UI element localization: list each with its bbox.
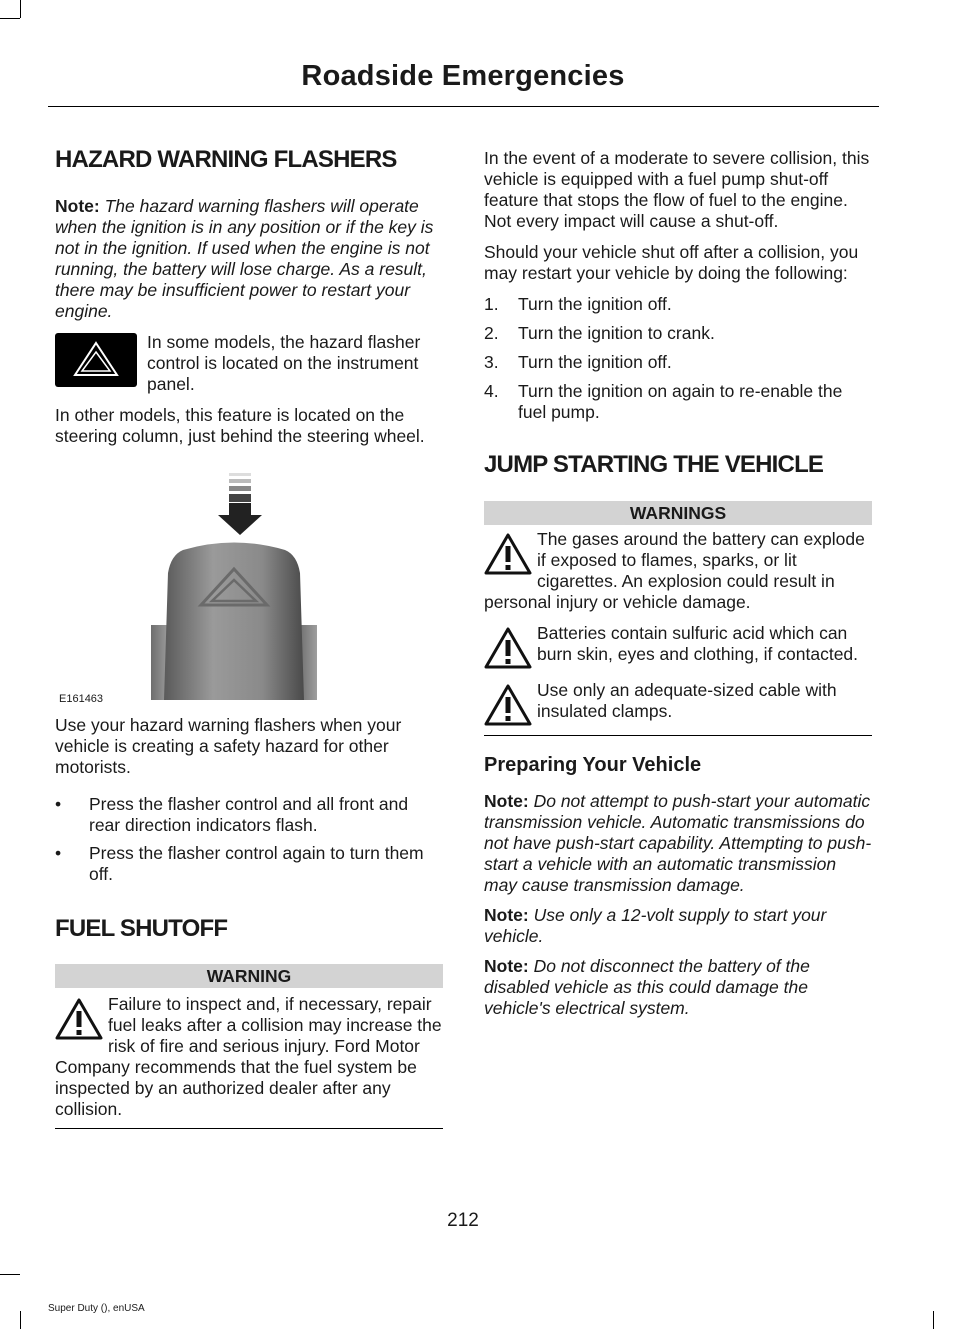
step-text: Turn the ignition to crank. xyxy=(518,323,715,343)
jump-start-heading: JUMP STARTING THE VEHICLE xyxy=(484,451,824,478)
flasher-bullets xyxy=(55,794,443,885)
crop-mark xyxy=(933,1311,934,1329)
warning-triangle-icon xyxy=(484,626,532,670)
crop-mark xyxy=(20,0,21,18)
use-flashers-text: Use your hazard warning flashers when your vehicle is creating a safety hazard for other motorists. xyxy=(55,714,402,777)
left-column xyxy=(55,140,443,1129)
battery-warning-2 xyxy=(484,623,872,670)
note-text: Use only a 12-volt supply to start your vehicle. xyxy=(484,904,827,946)
restart-text: Should your vehicle shut off after a collision, you may restart your vehicle by doing the following: xyxy=(484,242,859,283)
bullet-marker: • xyxy=(55,793,62,814)
hazard-icon-block xyxy=(55,332,443,395)
other-models-text: In other models, this feature is located on the steering column, just behind the steering wheel. xyxy=(55,404,425,446)
list-item xyxy=(484,352,872,373)
step-number: 3. xyxy=(484,352,499,372)
crop-mark xyxy=(20,1311,21,1329)
warning-triangle-icon xyxy=(55,997,103,1041)
hazard-triangle-icon xyxy=(55,333,137,387)
hazard-heading: HAZARD WARNING FLASHERS xyxy=(55,146,397,173)
list-item xyxy=(484,381,872,423)
hazard-switch-figure xyxy=(55,473,443,705)
list-item xyxy=(484,294,872,315)
warning-triangle-icon xyxy=(484,683,532,727)
note-text: Do not attempt to push-start your automatic transmission vehicle. Automatic transmissions do not have push-start capability. Attempting to push-start a vehicle with an automatic transmission may cause transmission damage. xyxy=(484,790,872,895)
bullet-text: Press the flasher control again to turn them off. xyxy=(89,842,424,884)
step-text: Turn the ignition off. xyxy=(518,294,672,314)
right-column xyxy=(484,140,872,1019)
hazard-note xyxy=(55,196,443,322)
page-number: 212 xyxy=(447,1210,479,1231)
note-label: Note: xyxy=(55,195,100,216)
list-item xyxy=(484,323,872,344)
hazard-icon-text: In some models, the hazard flasher control is located on the instrument panel. xyxy=(147,331,421,394)
fuel-warning xyxy=(55,994,443,1120)
warning-bar: WARNING xyxy=(55,964,443,988)
step-number: 2. xyxy=(484,323,499,343)
section-divider xyxy=(484,735,872,736)
section-divider xyxy=(55,1128,443,1129)
figure-code: E161463 xyxy=(59,692,104,705)
title-divider xyxy=(48,106,879,107)
crop-mark xyxy=(0,1274,20,1275)
note-label: Note: xyxy=(484,904,529,925)
note-text: The hazard warning flashers will operate when the ignition is in any position or if the key is not in the ignition. If used when the engine is not running, the battery will lose charge. As a result, there may be insufficient power to restart your engine. xyxy=(55,195,434,321)
crop-mark xyxy=(0,18,20,19)
page-title: Roadside Emergencies xyxy=(301,60,625,92)
warning-text: Use only an adequate-sized cable with insulated clamps. xyxy=(537,679,837,721)
fuel-warning-text: Failure to inspect and, if necessary, repair fuel leaks after a collision may increase the risk of fire and serious injury. Ford Motor Company recommends that the fuel system be inspected by an authorized dealer after any collision. xyxy=(55,994,442,1120)
hazard-switch-illustration xyxy=(143,473,325,703)
warning-text: The gases around the battery can explode if exposed to flames, sparks, or lit cigarettes. An explosion could result in personal injury or vehicle damage. xyxy=(484,528,865,612)
battery-warning-3 xyxy=(484,680,872,727)
list-item xyxy=(55,794,443,836)
step-number: 4. xyxy=(484,381,499,401)
prep-note-3 xyxy=(484,956,872,1019)
step-text: Turn the ignition on again to re-enable the fuel pump. xyxy=(518,381,843,422)
list-item xyxy=(55,843,443,885)
prep-note-2 xyxy=(484,905,872,947)
doc-info: Super Duty (), enUSA xyxy=(48,1303,145,1314)
battery-warning-1 xyxy=(484,529,872,613)
step-text: Turn the ignition off. xyxy=(518,352,672,372)
collision-text: In the event of a moderate to severe collision, this vehicle is equipped with a fuel pump shut-off feature that stops the flow of fuel to the engine. Not every impact will cause a shut-off. xyxy=(484,148,870,231)
fuel-shutoff-heading: FUEL SHUTOFF xyxy=(55,914,228,942)
step-number: 1. xyxy=(484,294,499,314)
bullet-text: Press the flasher control and all front and rear direction indicators flash. xyxy=(89,793,409,835)
preparing-heading: Preparing Your Vehicle xyxy=(484,753,702,776)
warning-text: Batteries contain sulfuric acid which can burn skin, eyes and clothing, if contacted. xyxy=(537,622,859,664)
warning-triangle-icon xyxy=(484,532,532,576)
note-text: Do not disconnect the battery of the disabled vehicle as this could damage the vehicle's electrical system. xyxy=(484,955,810,1018)
prep-note-1 xyxy=(484,791,872,896)
note-label: Note: xyxy=(484,955,529,976)
bullet-marker: • xyxy=(55,842,62,863)
note-label: Note: xyxy=(484,790,529,811)
restart-steps xyxy=(484,294,872,423)
warnings-bar: WARNINGS xyxy=(484,501,872,525)
